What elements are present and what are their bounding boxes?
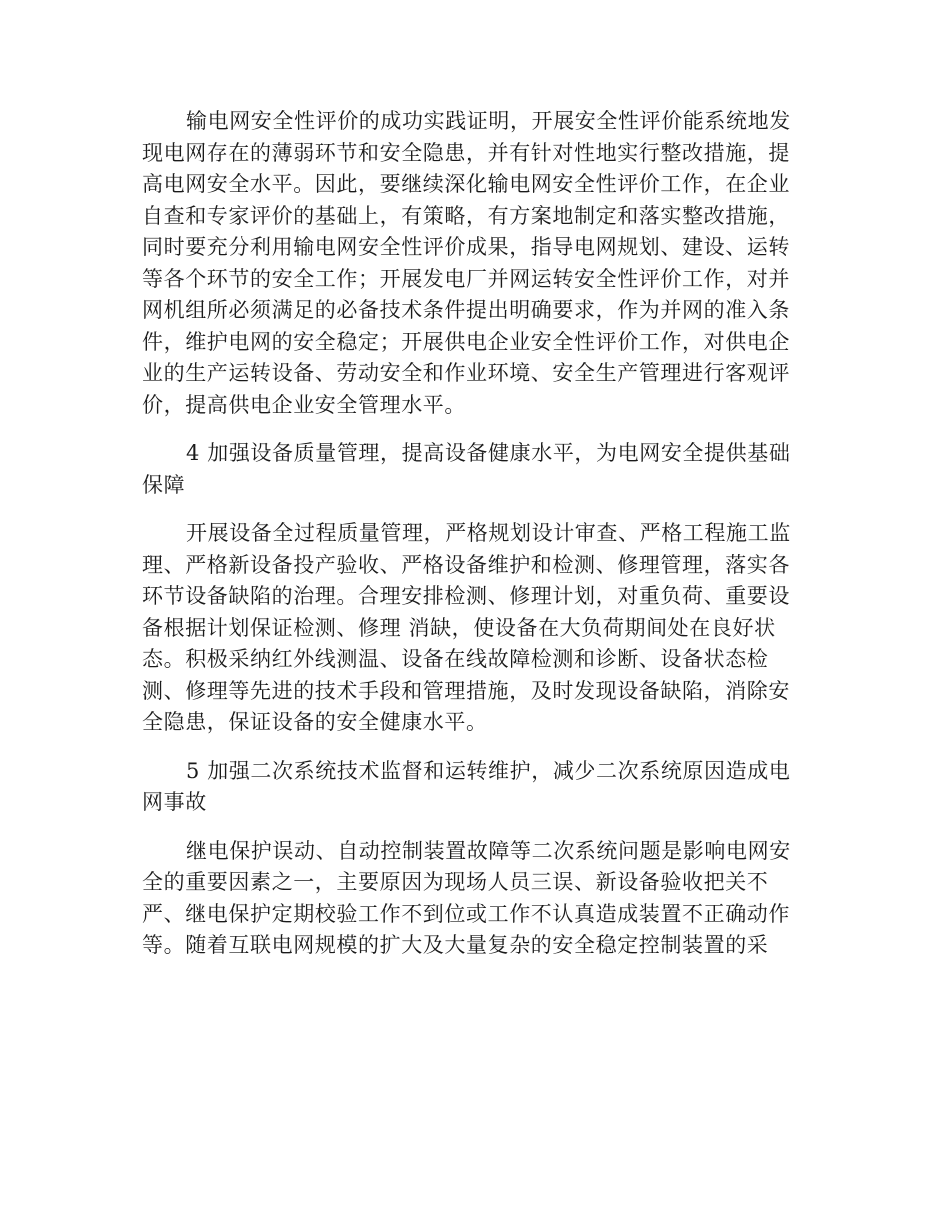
text-line: 全的重要因素之一，主要原因为现场人员三误、新设备验收把关不 [142,870,769,894]
text-line: 继电保护误动、自动控制装置故障等二次系统问题是影响电网安 [186,838,791,863]
text-line: 同时要充分利用输电网安全性评价成果，指导电网规划、建设、运转 [142,235,790,259]
heading-line: 网事故 [142,790,207,814]
text-line: 现电网存在的薄弱环节和安全隐患，并有针对性地实行整改措施，提 [142,140,790,165]
text-line: 等。随着互联电网规模的扩大及大量复杂的安全稳定控制装置的采 [142,933,769,957]
text-line: 开展设备全过程质量管理，严格规划设计审查、严格工程施工监 [186,521,791,545]
body-paragraph [142,106,808,421]
heading-line: 保障 [142,472,186,497]
text-line: 价，提高供电企业安全管理水平。 [142,392,466,417]
text-line: 测、修理等先进的技术手段和管理措施，及时发现设备缺陷，消除安 [142,678,790,703]
heading-line: 5 加强二次系统技术监督和运转维护，减少二次系统原因造成电 [186,758,791,783]
text-line: 理、严格新设备投产验收、严格设备维护和检测、修理管理，落实各 [142,552,790,577]
text-line: 等各个环节的安全工作；开展发电厂并网运转安全性评价工作，对并 [142,266,790,291]
text-line: 网机组所必须满足的必备技术条件提出明确要求，作为并网的准入条 [142,298,790,322]
document-page [142,106,808,979]
text-line: 业的生产运转设备、劳动安全和作业环境、安全生产管理进行客观评 [142,361,790,385]
text-line: 高电网安全水平。因此，要继续深化输电网安全性评价工作，在企业 [142,172,790,196]
body-paragraph [142,518,808,739]
text-line: 全隐患，保证设备的安全健康水平。 [142,710,488,734]
body-paragraph [142,836,808,962]
text-line: 严、继电保护定期校验工作不到位或工作不认真造成装置不正确动作 [142,901,790,926]
text-line: 态。积极采纳红外线测温、设备在线故障检测和诊断、设备状态检 [142,647,769,671]
text-line: 环节设备缺陷的治理。合理安排检测、修理计划，对重负荷、重要设 [142,584,790,608]
heading-line: 4 加强设备质量管理，提高设备健康水平，为电网安全提供基础 [186,441,791,465]
text-line: 自查和专家评价的基础上，有策略，有方案地制定和落实整改措施， [142,203,790,228]
text-line: 输电网安全性评价的成功实践证明，开展安全性评价能系统地发 [186,109,791,133]
text-line: 备根据计划保证检测、修理 消缺，使设备在大负荷期间处在良好状 [142,615,776,640]
section-heading [142,438,808,501]
section-heading [142,756,808,819]
text-line: 件，维护电网的安全稳定；开展供电企业安全性评价工作，对供电企 [142,329,790,354]
